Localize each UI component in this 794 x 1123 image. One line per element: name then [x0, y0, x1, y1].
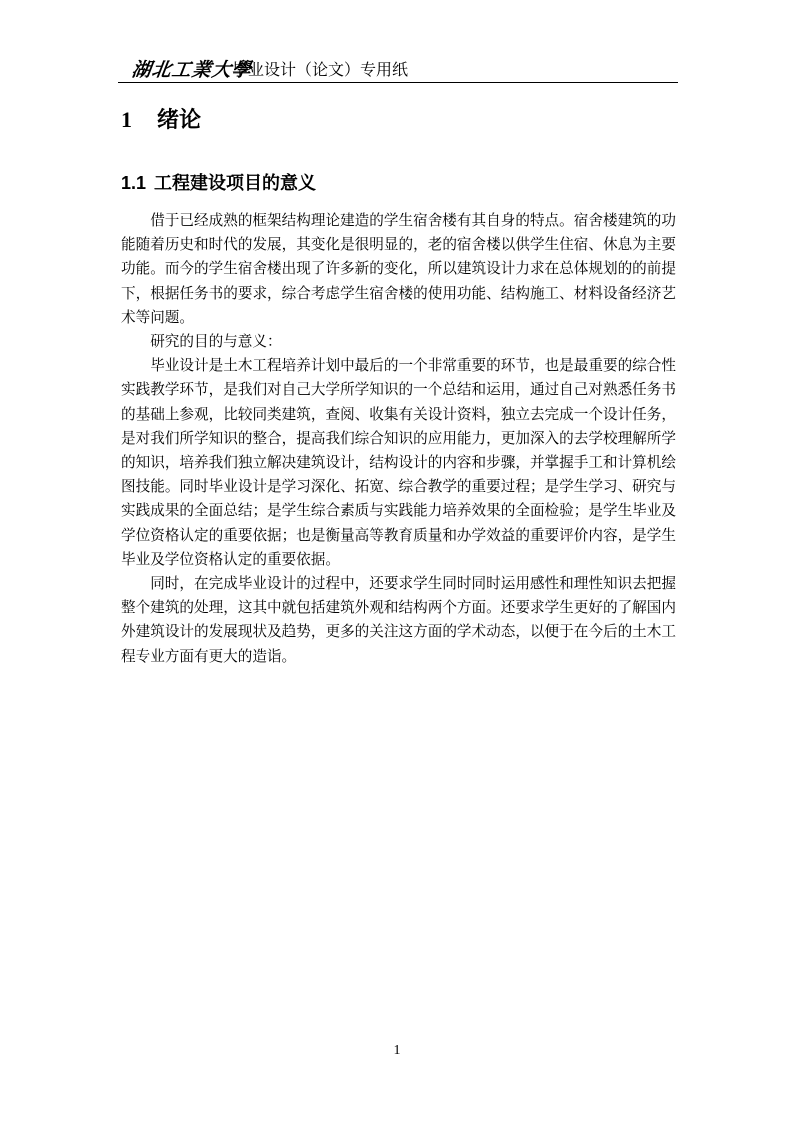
page-header	[118, 52, 678, 83]
page-number: 1	[393, 1043, 401, 1058]
header-title: 毕业设计（论文）专用纸	[232, 60, 409, 79]
paragraph: 研究的目的与意义：	[150, 333, 282, 351]
section-heading	[121, 169, 316, 195]
section-title: 工程建设项目的意义	[154, 173, 317, 194]
paragraph: 同时，在完成毕业设计的过程中，还要求学生同时同时运用感性和理性知识去把握整个建筑的处理，这其中就包括建筑外观和结构两个方面。还要求学生更好的了解国内外建筑设计的发展现状及趋势，更多的关注这方面的学术动态，以便于在今后的土木工程专业方面有更大的造诣。	[121, 575, 676, 665]
paragraph: 毕业设计是土木工程培养计划中最后的一个非常重要的环节，也是最重要的综合性实践教学环节，是我们对自己大学所学知识的一个总结和运用，通过自己对熟悉任务书的基础上参观，比较同类建筑，查阅、收集有关设计资料，独立去完成一个设计任务，是对我们所学知识的整合，提高我们综合知识的应用能力，更加深入的去学校理解所学的知识，培养我们独立解决建筑设计，结构设计的内容和步骤，并掌握手工和计算机绘图技能。同时毕业设计是学习深化、拓宽、综合教学的重要过程；是学生学习、研究与实践成果的全面总结；是学生综合素质与实践能力培养效果的全面检验；是学生毕业及学位资格认定的重要依据；也是衡量高等教育质量和办学效益的重要评价内容，是学生毕业及学位资格认定的重要依据。	[121, 357, 676, 568]
chapter-title: 绪论	[157, 108, 202, 133]
chapter-number: 1	[121, 107, 132, 132]
chapter-heading	[121, 103, 201, 134]
paragraph: 借于已经成熟的框架结构理论建造的学生宿舍楼有其自身的特点。宿舍楼建筑的功能随着历史和时代的发展，其变化是很明显的，老的宿舍楼以供学生住宿、休息为主要功能。而今的学生宿舍楼出现了许多新的变化，所以建筑设计力求在总体规划的的前提下，根据任务书的要求，综合考虑学生宿舍楼的使用功能、结构施工、材料设备经济艺术等问题。	[121, 212, 676, 326]
section-number: 1.1	[121, 173, 147, 193]
university-logo-text: 湖北工業大學	[130, 59, 254, 81]
body-text	[121, 209, 676, 669]
